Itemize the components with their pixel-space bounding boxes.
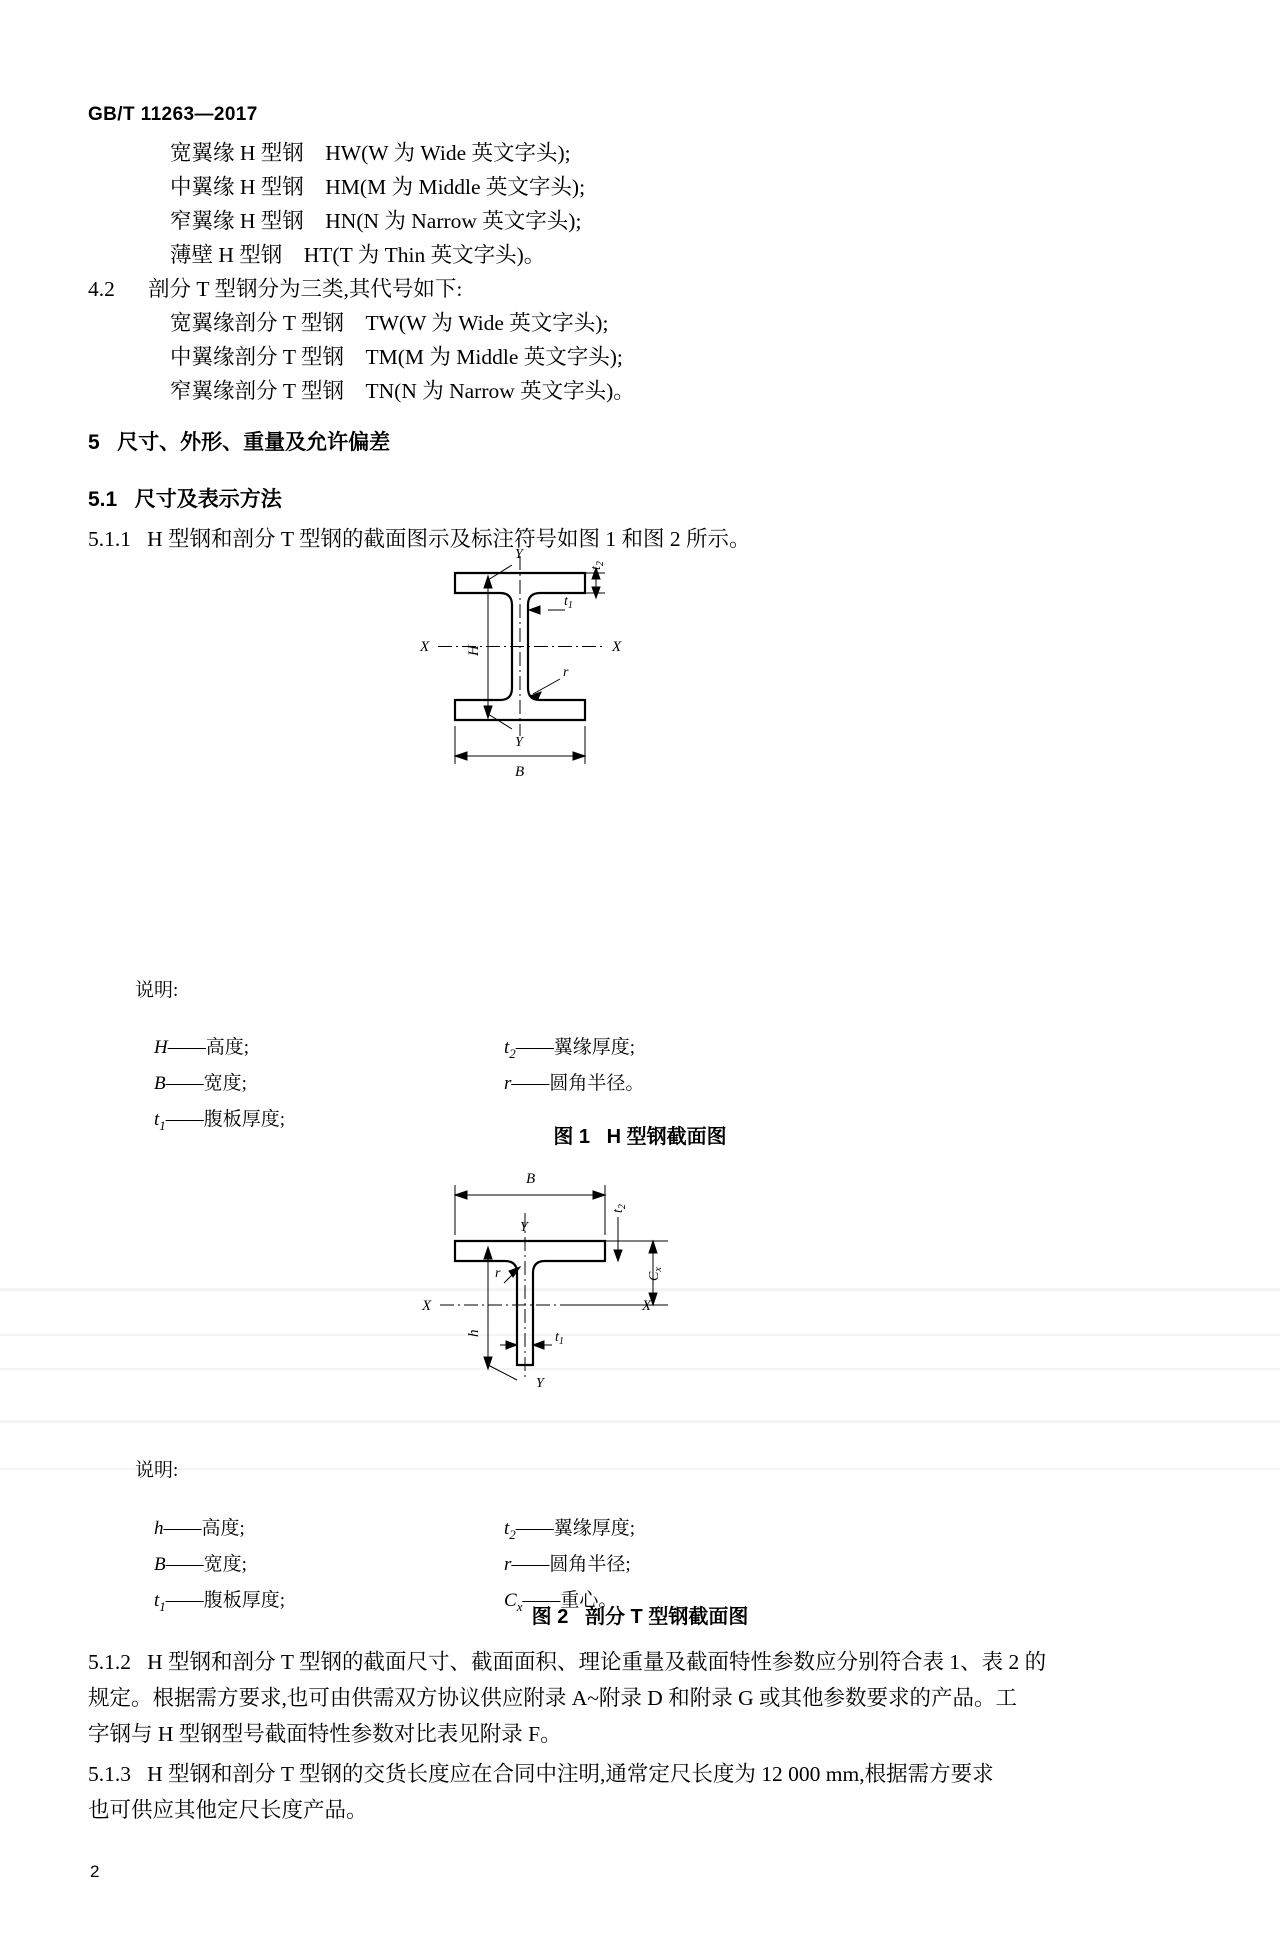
legend-symbol: C <box>504 1590 517 1611</box>
heading-section-5: 5 尺寸、外形、重量及允许偏差 <box>88 431 391 454</box>
clause-5-1-3-line-2: 也可供应其他定尺长度产品。 <box>88 1798 368 1822</box>
legend-symbol-sub: 1 <box>159 1598 166 1614</box>
legend-symbol: t <box>504 1037 510 1058</box>
figure2-label-y-top: Y <box>520 1220 528 1235</box>
legend-desc: ——高度; <box>167 1037 250 1058</box>
figure-2-t-section-drawing <box>400 1165 730 1425</box>
legend-symbol: t <box>504 1518 510 1539</box>
figure1-label-t2: $t_2$ <box>589 561 606 570</box>
legend-symbol-sub: 2 <box>509 1045 516 1061</box>
legend-desc: ——宽度; <box>165 1073 247 1094</box>
type-line-tm: 中翼缘剖分 T 型钢 TM(M 为 Middle 英文字头); <box>170 345 623 369</box>
figure1-label-y-bottom: Y <box>515 735 523 750</box>
figure2-label-t1: $t_1$ <box>555 1330 564 1347</box>
figure2-label-h: h <box>466 1329 482 1337</box>
clause-5-1-3-line-1: 5.1.3 H 型钢和剖分 T 型钢的交货长度应在合同中注明,通常定尺长度为 12 000 mm,根据需方要求 <box>88 1762 994 1786</box>
figure1-label-x-right: X <box>612 639 622 655</box>
figure2-label-t2: $t_2$ <box>611 1204 628 1213</box>
legend-desc: ——重心。 <box>522 1590 618 1611</box>
clause-5-1-2-line-1: 5.1.2 H 型钢和剖分 T 型钢的截面尺寸、截面面积、理论重量及截面特性参数应分别符合表 1、表 2 的 <box>88 1650 1047 1674</box>
legend-desc: ——高度; <box>163 1518 245 1539</box>
legend-symbol: t <box>154 1590 160 1611</box>
page-number: 2 <box>90 1862 100 1881</box>
figure-1-caption: 图 1 H 型钢截面图 <box>553 1126 727 1148</box>
type-line-tn: 窄翼缘剖分 T 型钢 TN(N 为 Narrow 英文字头)。 <box>170 379 635 403</box>
figure2-label-r: r <box>495 1266 501 1281</box>
figure-2-caption: 图 2 剖分 T 型钢截面图 <box>531 1606 749 1628</box>
legend-desc: ——腹板厚度; <box>165 1109 286 1130</box>
scan-artifact-band <box>0 1468 1280 1470</box>
legend-desc: ——腹板厚度; <box>165 1590 286 1611</box>
legend-symbol: H <box>154 1037 168 1058</box>
clause-4-2-number: 4.2 <box>88 277 115 301</box>
legend-symbol-sub: 2 <box>509 1526 516 1542</box>
figure2-label-b: B <box>526 1171 536 1187</box>
page-header-standard-number: GB/T 11263—2017 <box>88 104 258 125</box>
legend-desc: ——圆角半径。 <box>511 1073 645 1094</box>
figure1-legend-title: 说明: <box>135 980 179 1001</box>
figure-1-h-section-drawing <box>400 548 700 798</box>
figure1-label-x-left: X <box>420 639 430 655</box>
clause-5-1-1: 5.1.1 H 型钢和剖分 T 型钢的截面图示及标注符号如图 1 和图 2 所示。 <box>88 527 751 551</box>
figure1-label-y-top: Y <box>515 548 523 562</box>
figure1-label-t1: $t_1$ <box>564 594 573 611</box>
legend-desc: ——圆角半径; <box>511 1554 631 1575</box>
type-line-ht: 薄壁 H 型钢 HT(T 为 Thin 英文字头)。 <box>170 243 546 267</box>
figure2-label-cx: $C_x$ <box>647 1267 664 1281</box>
legend-symbol-sub: 1 <box>159 1117 166 1133</box>
figure2-label-x-left: X <box>422 1298 432 1314</box>
type-line-hn: 窄翼缘 H 型钢 HN(N 为 Narrow 英文字头); <box>170 209 582 233</box>
figure1-label-r: r <box>563 665 569 680</box>
figure2-label-y-bottom: Y <box>536 1376 544 1391</box>
figure2-legend-title: 说明: <box>135 1460 179 1481</box>
clause-4-2-text: 剖分 T 型钢分为三类,其代号如下: <box>148 277 463 301</box>
legend-symbol: h <box>154 1518 164 1539</box>
legend-symbol: B <box>154 1554 166 1575</box>
figure1-legend-right-1 <box>485 1046 644 1117</box>
legend-symbol: B <box>154 1073 166 1094</box>
legend-symbol: r <box>504 1554 512 1575</box>
figure2-label-x-right: X <box>642 1298 652 1314</box>
figure1-label-b: B <box>515 764 525 780</box>
legend-desc: ——翼缘厚度; <box>515 1037 636 1058</box>
legend-desc: ——翼缘厚度; <box>515 1518 636 1539</box>
legend-desc: ——宽度; <box>165 1554 247 1575</box>
legend-symbol: r <box>504 1073 512 1094</box>
type-line-hm: 中翼缘 H 型钢 HM(M 为 Middle 英文字头); <box>170 175 586 199</box>
type-line-tw: 宽翼缘剖分 T 型钢 TW(W 为 Wide 英文字头); <box>170 311 609 335</box>
type-line-hw: 宽翼缘 H 型钢 HW(W 为 Wide 英文字头); <box>170 141 571 165</box>
clause-5-1-2-line-2: 规定。根据需方要求,也可由供需双方协议供应附录 A~附录 D 和附录 G 或其他参数要求的产品。工 <box>88 1686 1017 1710</box>
legend-symbol: t <box>154 1109 160 1130</box>
legend-symbol-sub: x <box>516 1598 523 1614</box>
clause-5-1-2-line-3: 字钢与 H 型钢型号截面特性参数对比表见附录 F。 <box>88 1722 562 1746</box>
figure1-label-h: H <box>466 645 482 656</box>
heading-section-5-1: 5.1 尺寸及表示方法 <box>88 488 282 511</box>
